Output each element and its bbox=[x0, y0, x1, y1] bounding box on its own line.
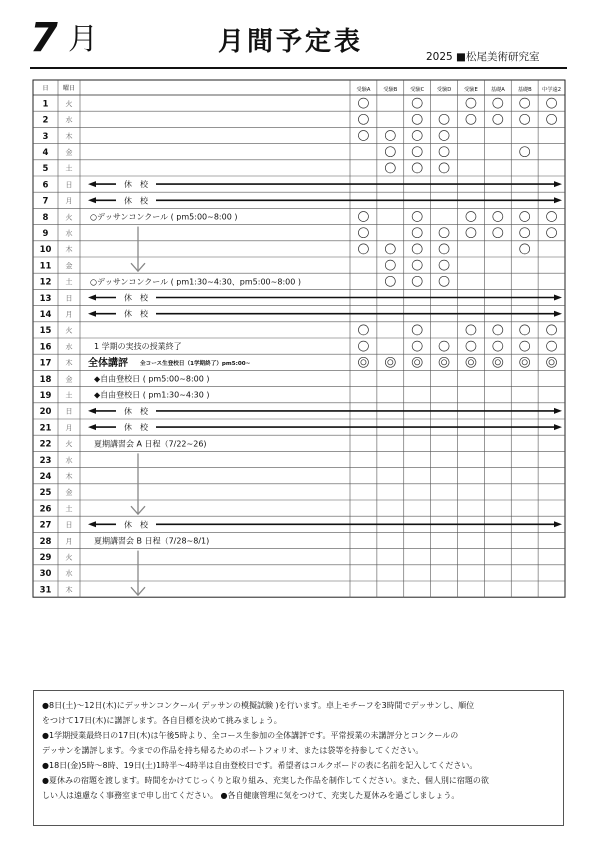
weekday-label: 月 bbox=[65, 310, 73, 319]
attendance-mark bbox=[439, 114, 449, 124]
event-text: ◆自由登校日 ( pm5:00~8:00 ) bbox=[94, 374, 210, 384]
closure-arrow-head-left bbox=[88, 295, 96, 301]
closure-label: 休 校 bbox=[124, 293, 148, 303]
attendance-mark bbox=[358, 98, 368, 108]
attendance-mark bbox=[385, 276, 395, 286]
weekday-label: 金 bbox=[65, 261, 73, 270]
attendance-mark bbox=[385, 147, 395, 157]
closure-label: 休 校 bbox=[124, 309, 148, 319]
weekday-label: 木 bbox=[65, 472, 73, 481]
day-number: 11 bbox=[39, 261, 52, 272]
attendance-mark bbox=[385, 357, 395, 367]
day-number: 26 bbox=[39, 504, 52, 515]
weekday-label: 金 bbox=[65, 375, 73, 384]
day-number: 23 bbox=[39, 455, 52, 466]
note-4: ●夏休みの宿題を渡します。時間をかけてじっくりと取り組み、充実した作品を制作してください。また、個人別に宿題の欲 しい人は遠慮なく事務室まで申し出てください。 ●各自健康管理に気をつけて、充実した夏休みを過ごしましょう。 bbox=[42, 776, 489, 800]
closure-arrow-head-right bbox=[554, 408, 562, 414]
day-number: 22 bbox=[39, 439, 52, 450]
day-number: 17 bbox=[39, 358, 52, 369]
attendance-mark bbox=[466, 98, 476, 108]
attendance-mark bbox=[520, 114, 530, 124]
attendance-mark bbox=[520, 357, 530, 367]
event-text: ○デッサンコンクール ( pm1:30~4:30、pm5:00~8:00 ) bbox=[90, 277, 301, 287]
weekday-label: 金 bbox=[65, 488, 73, 497]
attendance-mark bbox=[547, 114, 557, 124]
day-number: 1 bbox=[42, 99, 49, 110]
day-number: 6 bbox=[42, 180, 49, 191]
day-number: 16 bbox=[39, 342, 52, 353]
attendance-mark bbox=[547, 212, 557, 222]
attendance-mark bbox=[385, 244, 395, 254]
attendance-mark bbox=[439, 228, 449, 238]
attendance-mark bbox=[547, 341, 557, 351]
attendance-mark bbox=[439, 147, 449, 157]
event-subtext: 全コース生登校日（1学期終了）pm5:00~ bbox=[140, 360, 251, 367]
attendance-mark bbox=[358, 212, 368, 222]
attendance-mark-inner bbox=[361, 360, 366, 365]
attendance-mark bbox=[493, 357, 503, 367]
month-number: 7 bbox=[30, 15, 58, 61]
weekday-label: 木 bbox=[65, 245, 73, 254]
attendance-mark-inner bbox=[549, 360, 554, 365]
closure-label: 休 校 bbox=[124, 406, 148, 416]
attendance-mark-inner bbox=[415, 360, 420, 365]
attendance-mark bbox=[412, 114, 422, 124]
closure-arrow-head-right bbox=[554, 295, 562, 301]
attendance-mark bbox=[493, 325, 503, 335]
page-title: 月間予定表 bbox=[218, 27, 364, 57]
attendance-mark bbox=[466, 357, 476, 367]
closure-arrow-head-left bbox=[88, 424, 96, 430]
weekday-label: 火 bbox=[65, 553, 73, 562]
attendance-mark bbox=[439, 131, 449, 141]
weekday-label: 水 bbox=[65, 116, 73, 125]
event-text: 1 学期の実技の授業終了 bbox=[94, 342, 182, 352]
attendance-mark bbox=[412, 244, 422, 254]
attendance-mark bbox=[412, 357, 422, 367]
column-header: 受験A bbox=[356, 87, 371, 93]
weekday-label: 月 bbox=[65, 197, 73, 206]
day-number: 27 bbox=[39, 520, 52, 531]
closure-arrow-head-right bbox=[554, 311, 562, 317]
closure-arrow-head-left bbox=[88, 408, 96, 414]
attendance-mark bbox=[466, 228, 476, 238]
attendance-mark-inner bbox=[468, 360, 473, 365]
day-number: 7 bbox=[42, 196, 49, 207]
weekday-label: 火 bbox=[65, 99, 73, 108]
column-header: 受験D bbox=[436, 87, 452, 93]
event-text: 夏期講習会 B 日程（7/28~8/1) bbox=[94, 536, 210, 546]
closure-label: 休 校 bbox=[124, 180, 148, 190]
event-text: ○デッサンコンクール ( pm5:00~8:00 ) bbox=[90, 212, 238, 222]
weekday-label: 水 bbox=[65, 456, 73, 465]
weekday-label: 木 bbox=[65, 585, 73, 594]
attendance-mark bbox=[520, 98, 530, 108]
attendance-mark bbox=[412, 163, 422, 173]
attendance-mark bbox=[385, 260, 395, 270]
day-number: 10 bbox=[39, 245, 52, 256]
attendance-mark bbox=[412, 98, 422, 108]
closure-arrow-head-right bbox=[554, 197, 562, 203]
weekday-label: 金 bbox=[65, 148, 73, 157]
attendance-mark bbox=[412, 212, 422, 222]
attendance-mark bbox=[520, 341, 530, 351]
day-number: 19 bbox=[39, 391, 52, 401]
attendance-mark-inner bbox=[495, 360, 500, 365]
closure-label: 休 校 bbox=[124, 520, 148, 530]
attendance-mark bbox=[412, 325, 422, 335]
closure-arrow-head-left bbox=[88, 311, 96, 317]
table-frame bbox=[33, 80, 565, 597]
attendance-mark bbox=[439, 260, 449, 270]
weekday-label: 月 bbox=[65, 537, 73, 546]
day-number: 30 bbox=[39, 569, 52, 580]
day-number: 4 bbox=[42, 148, 49, 158]
weekday-label: 火 bbox=[65, 440, 73, 449]
day-number: 9 bbox=[42, 229, 49, 239]
event-text: 全体講評 bbox=[88, 357, 128, 369]
event-text: ◆自由登校日 ( pm1:30~4:30 ) bbox=[94, 390, 210, 400]
attendance-mark bbox=[439, 163, 449, 173]
attendance-mark bbox=[358, 131, 368, 141]
day-number: 12 bbox=[39, 277, 52, 288]
day-number: 3 bbox=[42, 131, 49, 142]
attendance-mark bbox=[520, 212, 530, 222]
attendance-mark bbox=[493, 341, 503, 351]
note-3: ●18日(金)5時～8時、19日(土)1時半～4時半は自由登校日です。希望者はコルクボードの表に名前を記入してください。 bbox=[42, 761, 478, 770]
closure-label: 休 校 bbox=[124, 423, 148, 433]
attendance-mark bbox=[547, 325, 557, 335]
attendance-mark bbox=[412, 260, 422, 270]
weekday-label: 土 bbox=[65, 504, 73, 513]
weekday-label: 日 bbox=[65, 180, 73, 189]
column-header: 受験C bbox=[410, 87, 425, 93]
attendance-mark bbox=[520, 244, 530, 254]
weekday-label: 日 bbox=[65, 521, 73, 530]
attendance-mark-inner bbox=[441, 360, 446, 365]
weekday-label: 月 bbox=[65, 423, 73, 432]
weekday-label: 火 bbox=[65, 213, 73, 222]
closure-arrow-head-right bbox=[554, 181, 562, 187]
attendance-mark bbox=[358, 341, 368, 351]
note-1: ●8日(土)～12日(木)にデッサンコンクール( デッサンの模擬試験 )を行います。卓上モチーフを3時間でデッサンし、順位 をつけて17日(木)に講評します。各自目標を決めて挑みましょう。 bbox=[42, 701, 475, 725]
closure-arrow-head-right bbox=[554, 521, 562, 527]
attendance-mark bbox=[466, 114, 476, 124]
weekday-label: 日 bbox=[65, 294, 73, 303]
weekday-label: 木 bbox=[65, 132, 73, 141]
attendance-mark bbox=[412, 147, 422, 157]
day-number: 24 bbox=[39, 472, 52, 482]
attendance-mark bbox=[439, 341, 449, 351]
closure-arrow-head-left bbox=[88, 181, 96, 187]
day-number: 18 bbox=[39, 374, 52, 385]
attendance-mark bbox=[547, 357, 557, 367]
attendance-mark bbox=[493, 212, 503, 222]
attendance-mark bbox=[358, 357, 368, 367]
attendance-mark bbox=[385, 163, 395, 173]
attendance-mark bbox=[358, 114, 368, 124]
attendance-mark bbox=[385, 131, 395, 141]
attendance-mark bbox=[466, 325, 476, 335]
day-number: 5 bbox=[42, 164, 49, 175]
event-text: 夏期講習会 A 日程（7/22~26) bbox=[94, 439, 207, 449]
column-header: 基礎B bbox=[517, 87, 532, 93]
attendance-mark bbox=[493, 228, 503, 238]
column-header: 基礎A bbox=[490, 87, 505, 93]
weekday-label: 火 bbox=[65, 326, 73, 335]
attendance-mark-inner bbox=[522, 360, 527, 365]
attendance-mark bbox=[493, 98, 503, 108]
month-unit: 月 bbox=[68, 22, 98, 57]
attendance-mark bbox=[358, 228, 368, 238]
note-2: ●1学期授業最終日の17日(木)は午後5時より、全コース生参加の全体講評です。平常授業の未講評分とコンクールの デッサンを講評します。今までの作品を持ち帰るためのポートフォリオ、または袋等を持参してください。 bbox=[42, 731, 459, 755]
weekday-label: 土 bbox=[65, 164, 73, 173]
closure-arrow-head-left bbox=[88, 521, 96, 527]
attendance-mark bbox=[439, 357, 449, 367]
attendance-mark bbox=[547, 98, 557, 108]
header-day: 日 bbox=[42, 85, 49, 92]
weekday-label: 土 bbox=[65, 391, 73, 400]
attendance-mark bbox=[520, 147, 530, 157]
attendance-mark bbox=[520, 228, 530, 238]
attendance-mark bbox=[358, 244, 368, 254]
weekday-label: 木 bbox=[65, 359, 73, 368]
column-header: 中学遠2 bbox=[542, 87, 561, 93]
column-header: 受験E bbox=[464, 87, 478, 93]
day-number: 31 bbox=[39, 585, 52, 596]
weekday-label: 水 bbox=[65, 342, 73, 351]
notes-box bbox=[33, 690, 564, 826]
weekday-label: 水 bbox=[65, 569, 73, 578]
column-header: 受験B bbox=[383, 87, 398, 93]
organization-label: 2025 ■松尾美術研究室 bbox=[426, 51, 540, 63]
attendance-mark bbox=[520, 325, 530, 335]
day-number: 29 bbox=[39, 553, 52, 563]
attendance-mark bbox=[412, 276, 422, 286]
attendance-mark bbox=[358, 325, 368, 335]
day-number: 2 bbox=[42, 115, 49, 126]
attendance-mark bbox=[439, 244, 449, 254]
attendance-mark bbox=[439, 276, 449, 286]
header-weekday: 曜日 bbox=[62, 85, 76, 92]
attendance-mark bbox=[493, 114, 503, 124]
closure-label: 休 校 bbox=[124, 196, 148, 206]
weekday-label: 日 bbox=[65, 407, 73, 416]
weekday-label: 土 bbox=[65, 278, 73, 287]
day-number: 15 bbox=[39, 326, 52, 337]
attendance-mark bbox=[412, 131, 422, 141]
closure-arrow-head-right bbox=[554, 424, 562, 430]
day-number: 28 bbox=[39, 536, 52, 547]
closure-arrow-head-left bbox=[88, 197, 96, 203]
day-number: 8 bbox=[42, 212, 49, 223]
day-number: 20 bbox=[39, 407, 52, 418]
attendance-mark bbox=[466, 212, 476, 222]
attendance-mark bbox=[547, 228, 557, 238]
attendance-mark-inner bbox=[388, 360, 393, 365]
attendance-mark bbox=[412, 341, 422, 351]
day-number: 25 bbox=[39, 488, 52, 499]
attendance-mark bbox=[466, 341, 476, 351]
attendance-mark bbox=[412, 228, 422, 238]
day-number: 14 bbox=[39, 310, 52, 320]
day-number: 13 bbox=[39, 293, 52, 304]
day-number: 21 bbox=[39, 423, 52, 434]
weekday-label: 水 bbox=[65, 229, 73, 238]
